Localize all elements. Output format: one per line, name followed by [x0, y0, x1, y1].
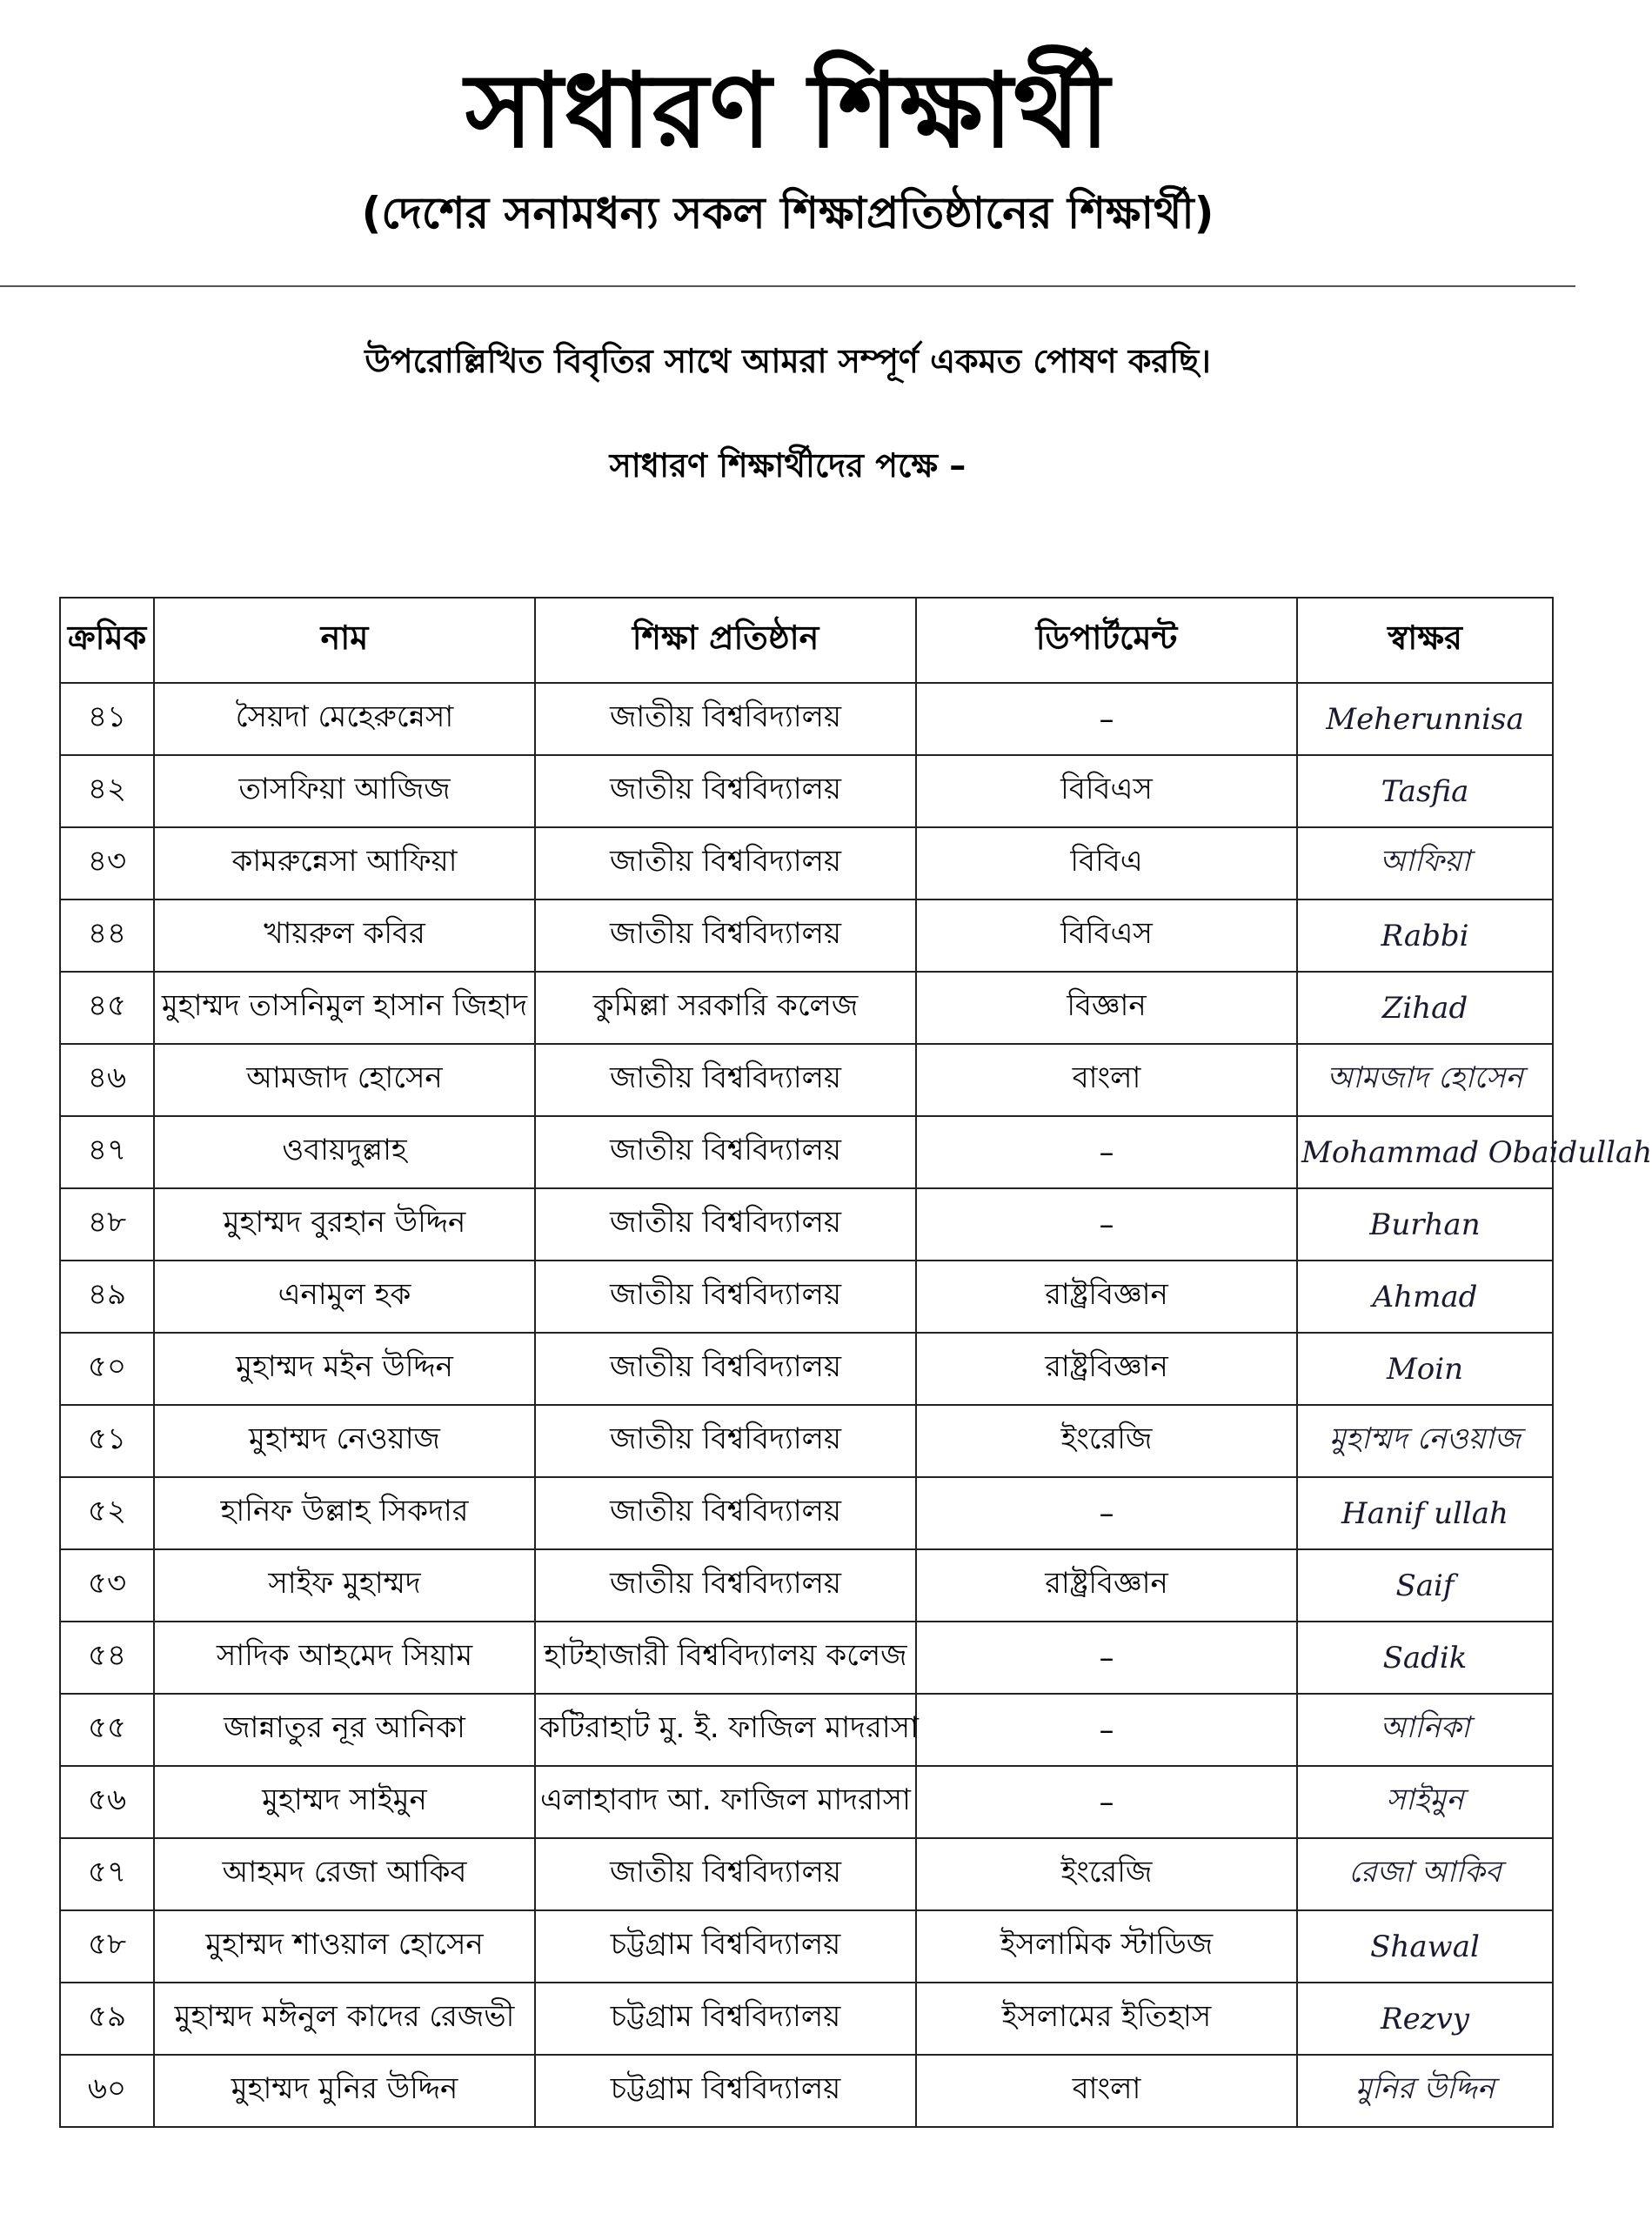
department-cell: রাষ্ট্রবিজ্ঞান: [916, 1261, 1297, 1333]
department-cell: –: [916, 1694, 1297, 1766]
serial-cell: ৪৬: [60, 1044, 154, 1116]
table-row: [60, 1983, 1553, 2055]
signature-cell: আনিকা: [1297, 1694, 1553, 1766]
signature-cell: মুনির উদ্দিন: [1297, 2055, 1553, 2127]
signature-cell: Rezvy: [1297, 1983, 1553, 2055]
institution-cell: জাতীয় বিশ্ববিদ্যালয়: [535, 1838, 916, 1910]
institution-cell: জাতীয় বিশ্ববিদ্যালয়: [535, 755, 916, 827]
name-cell: হানিফ উল্লাহ সিকদার: [154, 1477, 535, 1549]
table-row: [60, 1116, 1553, 1188]
name-cell: মুহাম্মদ শাওয়াল হোসেন: [154, 1910, 535, 1983]
table-row: [60, 1405, 1553, 1477]
header-department: ডিপার্টমেন্ট: [916, 598, 1297, 683]
table-row: [60, 827, 1553, 899]
table-row: [60, 1188, 1553, 1261]
serial-cell: ৫২: [60, 1477, 154, 1549]
name-cell: আহমদ রেজা আকিব: [154, 1838, 535, 1910]
table-row: [60, 899, 1553, 972]
table-header-row: [60, 598, 1553, 683]
institution-cell: জাতীয় বিশ্ববিদ্যালয়: [535, 1549, 916, 1622]
signature-cell: সাইমুন: [1297, 1766, 1553, 1838]
institution-cell: জাতীয় বিশ্ববিদ্যালয়: [535, 899, 916, 972]
department-cell: –: [916, 1622, 1297, 1694]
name-cell: আমজাদ হোসেন: [154, 1044, 535, 1116]
signature-cell: Mohammad Obaidullah: [1297, 1116, 1553, 1188]
department-cell: ইংরেজি: [916, 1838, 1297, 1910]
table-row: [60, 1044, 1553, 1116]
department-cell: রাষ্ট্রবিজ্ঞান: [916, 1549, 1297, 1622]
institution-cell: চট্টগ্রাম বিশ্ববিদ্যালয়: [535, 2055, 916, 2127]
signature-cell: আমজাদ হোসেন: [1297, 1044, 1553, 1116]
institution-cell: চট্টগ্রাম বিশ্ববিদ্যালয়: [535, 1983, 916, 2055]
signature-cell: Tasfia: [1297, 755, 1553, 827]
name-cell: ওবায়দুল্লাহ: [154, 1116, 535, 1188]
department-cell: –: [916, 1116, 1297, 1188]
signature-cell: Burhan: [1297, 1188, 1553, 1261]
institution-cell: জাতীয় বিশ্ববিদ্যালয়: [535, 683, 916, 755]
endorsement-statement: উপরোল্লিখিত বিবৃতির সাথে আমরা সম্পূর্ণ একমত পোষণ করছি।: [365, 342, 1211, 380]
header-serial: ক্রমিক: [60, 598, 154, 683]
serial-cell: ৪১: [60, 683, 154, 755]
signature-cell: Sadik: [1297, 1622, 1553, 1694]
serial-cell: ৫৩: [60, 1549, 154, 1622]
signature-cell: Rabbi: [1297, 899, 1553, 972]
name-cell: সাইফ মুহাম্মদ: [154, 1549, 535, 1622]
table-row: [60, 1838, 1553, 1910]
name-cell: মুহাম্মদ তাসনিমুল হাসান জিহাদ: [154, 972, 535, 1044]
institution-cell: চট্টগ্রাম বিশ্ববিদ্যালয়: [535, 1910, 916, 1983]
department-cell: বিবিএস: [916, 899, 1297, 972]
department-cell: বিজ্ঞান: [916, 972, 1297, 1044]
table-row: [60, 1333, 1553, 1405]
header-signature: স্বাক্ষর: [1297, 598, 1553, 683]
institution-cell: কুমিল্লা সরকারি কলেজ: [535, 972, 916, 1044]
signature-cell: Saif: [1297, 1549, 1553, 1622]
department-cell: –: [916, 1188, 1297, 1261]
serial-cell: ৫৮: [60, 1910, 154, 1983]
on-behalf-line: সাধারণ শিক্ষার্থীদের পক্ষে –: [609, 446, 966, 485]
serial-cell: ৪২: [60, 755, 154, 827]
signature-cell: Zihad: [1297, 972, 1553, 1044]
department-cell: ইসলামের ইতিহাস: [916, 1983, 1297, 2055]
name-cell: তাসফিয়া আজিজ: [154, 755, 535, 827]
signatory-table: [59, 597, 1652, 2128]
table-row: [60, 2055, 1553, 2127]
page-subtitle: (দেশের সনামধন্য সকল শিক্ষাপ্রতিষ্ঠানের শিক্ষার্থী): [361, 188, 1214, 238]
name-cell: মুহাম্মদ মইন উদ্দিন: [154, 1333, 535, 1405]
serial-cell: ৫৪: [60, 1622, 154, 1694]
name-cell: কামরুন্নেসা আফিয়া: [154, 827, 535, 899]
serial-cell: ৫৭: [60, 1838, 154, 1910]
signature-cell: Ahmad: [1297, 1261, 1553, 1333]
department-cell: –: [916, 683, 1297, 755]
department-cell: –: [916, 1477, 1297, 1549]
department-cell: ইসলামিক স্টাডিজ: [916, 1910, 1297, 1983]
signature-cell: Moin: [1297, 1333, 1553, 1405]
name-cell: জান্নাতুর নূর আনিকা: [154, 1694, 535, 1766]
institution-cell: জাতীয় বিশ্ববিদ্যালয়: [535, 1116, 916, 1188]
table-row: [60, 1261, 1553, 1333]
serial-cell: ৫১: [60, 1405, 154, 1477]
serial-cell: ৫৬: [60, 1766, 154, 1838]
header-divider: [0, 285, 1575, 287]
table-row: [60, 972, 1553, 1044]
institution-cell: এলাহাবাদ আ. ফাজিল মাদরাসা: [535, 1766, 916, 1838]
institution-cell: জাতীয় বিশ্ববিদ্যালয়: [535, 1261, 916, 1333]
department-cell: বাংলা: [916, 2055, 1297, 2127]
name-cell: সৈয়দা মেহেরুন্নেসা: [154, 683, 535, 755]
department-cell: রাষ্ট্রবিজ্ঞান: [916, 1333, 1297, 1405]
department-cell: –: [916, 1766, 1297, 1838]
name-cell: মুহাম্মদ বুরহান উদ্দিন: [154, 1188, 535, 1261]
institution-cell: জাতীয় বিশ্ববিদ্যালয়: [535, 1188, 916, 1261]
name-cell: মুহাম্মদ মঈনুল কাদের রেজভী: [154, 1983, 535, 2055]
department-cell: বিবিএ: [916, 827, 1297, 899]
page-title: সাধারণ শিক্ষার্থী: [465, 50, 1111, 171]
serial-cell: ৪৯: [60, 1261, 154, 1333]
signature-cell: আফিয়া: [1297, 827, 1553, 899]
serial-cell: ৬০: [60, 2055, 154, 2127]
name-cell: মুহাম্মদ নেওয়াজ: [154, 1405, 535, 1477]
table-body: [60, 683, 1652, 2127]
name-cell: সাদিক আহমেদ সিয়াম: [154, 1622, 535, 1694]
name-cell: খায়রুল কবির: [154, 899, 535, 972]
table-row: [60, 1477, 1553, 1549]
table-row: [60, 1766, 1553, 1838]
signature-cell: মুহাম্মদ নেওয়াজ: [1297, 1405, 1553, 1477]
institution-cell: জাতীয় বিশ্ববিদ্যালয়: [535, 1044, 916, 1116]
institution-cell: কটিরাহাট মু. ই. ফাজিল মাদরাসা: [535, 1694, 916, 1766]
table-row: [60, 1622, 1553, 1694]
institution-cell: জাতীয় বিশ্ববিদ্যালয়: [535, 1477, 916, 1549]
table-row: [60, 1910, 1553, 1983]
signature-cell: রেজা আকিব: [1297, 1838, 1553, 1910]
institution-cell: জাতীয় বিশ্ববিদ্যালয়: [535, 1333, 916, 1405]
serial-cell: ৪৫: [60, 972, 154, 1044]
serial-cell: ৪৪: [60, 899, 154, 972]
name-cell: এনামুল হক: [154, 1261, 535, 1333]
signature-cell: Hanif ullah: [1297, 1477, 1553, 1549]
signature-cell: Shawal: [1297, 1910, 1553, 1983]
serial-cell: ৫০: [60, 1333, 154, 1405]
header-institution: শিক্ষা প্রতিষ্ঠান: [535, 598, 916, 683]
serial-cell: ৪৮: [60, 1188, 154, 1261]
header-name: নাম: [154, 598, 535, 683]
name-cell: মুহাম্মদ সাইমুন: [154, 1766, 535, 1838]
table-row: [60, 1549, 1553, 1622]
serial-cell: ৫৯: [60, 1983, 154, 2055]
serial-cell: ৪৩: [60, 827, 154, 899]
department-cell: বাংলা: [916, 1044, 1297, 1116]
signature-cell: Meherunnisa: [1297, 683, 1553, 755]
department-cell: ইংরেজি: [916, 1405, 1297, 1477]
name-cell: মুহাম্মদ মুনির উদ্দিন: [154, 2055, 535, 2127]
institution-cell: হাটহাজারী বিশ্ববিদ্যালয় কলেজ: [535, 1622, 916, 1694]
serial-cell: ৪৭: [60, 1116, 154, 1188]
table-row: [60, 755, 1553, 827]
department-cell: বিবিএস: [916, 755, 1297, 827]
table-row: [60, 683, 1553, 755]
table-row: [60, 1694, 1553, 1766]
serial-cell: ৫৫: [60, 1694, 154, 1766]
institution-cell: জাতীয় বিশ্ববিদ্যালয়: [535, 827, 916, 899]
institution-cell: জাতীয় বিশ্ববিদ্যালয়: [535, 1405, 916, 1477]
